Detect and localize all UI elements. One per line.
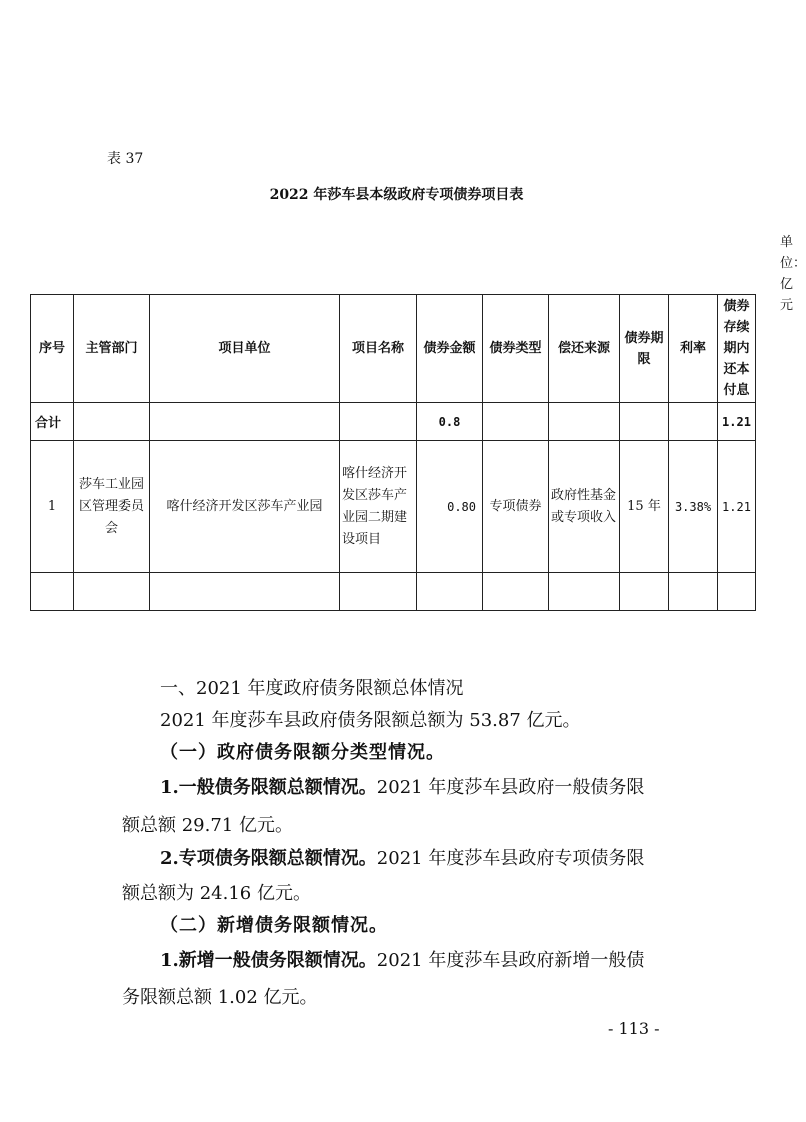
table-empty-row [31, 573, 756, 611]
table-cell [150, 403, 340, 441]
header-cell: 债券类型 [483, 295, 549, 403]
table-cell [31, 573, 74, 611]
header-cell: 债券期限 [620, 295, 669, 403]
header-cell: 偿还来源 [549, 295, 620, 403]
project-table [30, 294, 756, 611]
header-cell: 项目名称 [340, 295, 417, 403]
unit-label: 单位：亿元 [780, 235, 806, 313]
table-title: 2022 年莎车县本级政府专项债券项目表 [269, 187, 524, 203]
table-cell [620, 403, 669, 441]
paragraph-continuation: 务限额总额 1.02 亿元。 [122, 987, 318, 1008]
table-cell: 政府性基金或专项收入 [549, 441, 620, 573]
table-cell [669, 403, 718, 441]
paragraph-continuation: 额总额为 24.16 亿元。 [122, 883, 311, 904]
table-cell [340, 403, 417, 441]
new-general-debt-paragraph [160, 948, 644, 974]
table-cell [417, 573, 483, 611]
paragraph-text: 2021 年度莎车县政府新增一般债 [376, 950, 645, 971]
subsection-title-1: （一）政府债务限额分类型情况。 [160, 742, 445, 763]
table-cell: 0.80 [417, 441, 483, 573]
table-total-row [31, 403, 756, 441]
table-cell [718, 573, 756, 611]
table-cell: 0.8 [417, 403, 483, 441]
table-cell: 喀什经济开发区莎车产业园二期建设项目 [340, 441, 417, 573]
general-debt-paragraph [160, 775, 644, 801]
table-header-row [31, 295, 756, 403]
subsection-title-2: （二）新增债务限额情况。 [160, 915, 388, 936]
header-cell: 利率 [669, 295, 718, 403]
header-cell: 债券金额 [417, 295, 483, 403]
table-row [31, 441, 756, 573]
header-cell: 债券存续期内还本付息 [718, 295, 756, 403]
paragraph-lead: 1.新增一般债务限额情况。 [160, 950, 377, 971]
table-cell: 1 [31, 441, 74, 573]
table-cell [74, 573, 150, 611]
table-cell [340, 573, 417, 611]
table-cell: 专项债券 [483, 441, 549, 573]
paragraph-lead: 1.一般债务限额总额情况。 [160, 777, 377, 798]
table-label: 表 37 [107, 151, 144, 167]
table-cell: 1.21 [718, 441, 756, 573]
table-cell [669, 573, 718, 611]
table-cell: 15 年 [620, 441, 669, 573]
table-cell: 合计 [31, 403, 74, 441]
table-cell [549, 403, 620, 441]
table-cell: 3.38% [669, 441, 718, 573]
section-heading: 一、2021 年度政府债务限额总体情况 [160, 678, 464, 699]
table-cell: 莎车工业园区管理委员会 [74, 441, 150, 573]
header-cell: 项目单位 [150, 295, 340, 403]
table-cell: 1.21 [718, 403, 756, 441]
page-number: - 113 - [608, 1019, 660, 1038]
special-debt-paragraph [160, 846, 644, 872]
header-cell: 序号 [31, 295, 74, 403]
paragraph-text: 2021 年度莎车县政府专项债务限 [376, 848, 645, 869]
header-cell: 主管部门 [74, 295, 150, 403]
table-cell [150, 573, 340, 611]
table-cell [74, 403, 150, 441]
paragraph-continuation: 额总额 29.71 亿元。 [122, 815, 293, 836]
paragraph-text: 2021 年度莎车县政府一般债务限 [376, 777, 645, 798]
paragraph-lead: 2.专项债务限额总额情况。 [160, 848, 377, 869]
table-cell [483, 403, 549, 441]
table-cell [549, 573, 620, 611]
total-limit-paragraph: 2021 年度莎车县政府债务限额总额为 53.87 亿元。 [160, 710, 581, 731]
table-cell [620, 573, 669, 611]
table-cell: 喀什经济开发区莎车产业园 [150, 441, 340, 573]
table-cell [483, 573, 549, 611]
